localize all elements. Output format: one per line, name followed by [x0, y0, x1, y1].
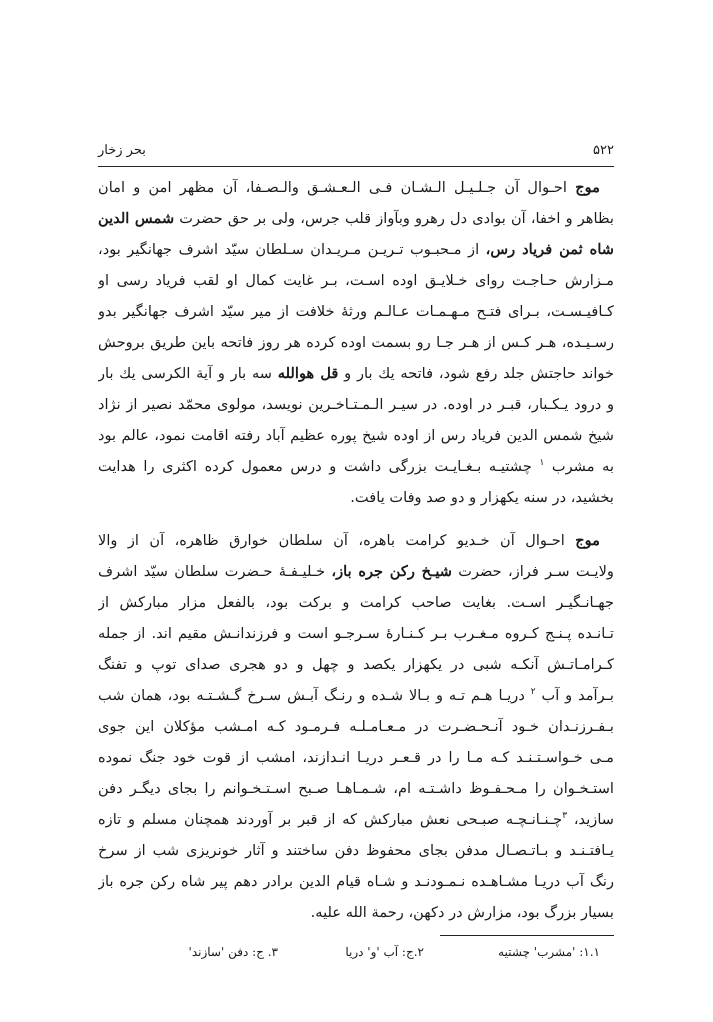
bold-term: قل هوالله: [277, 365, 339, 382]
text-run: مـزارش حـاجـت روای خـلایـق اوده اسـت، بـر غایت کمال او لقب فریاد رسی او: [98, 272, 614, 289]
text-line: [98, 203, 614, 234]
page-number: ۵۲۲: [593, 143, 614, 158]
text-line: [98, 234, 614, 265]
footnote-2: ٢.ج: آب 'و' دریا: [345, 945, 424, 959]
text-run: و درود یـکـبار، قبـر در اوده. در سیـر الـمـتـاخـرین نویسد، مولوی محمّد نصیر از نژاد: [98, 396, 614, 413]
text-run: چـنـانـچـه صبـحی نعش مبارکش که از قبر بر آوردند همچنان مسلم و تازه: [98, 811, 563, 828]
footnote-marker: ٢: [530, 687, 536, 698]
header-rule: [98, 166, 614, 167]
bold-term: موج: [575, 179, 600, 196]
text-run: استـخـوان را مـحـفـوظ داشـتـه ام، شـمـاهـا صـبح اسـتـخـوانم را بجای دیگـر دفن: [98, 780, 614, 797]
text-line: [98, 835, 614, 866]
text-run: دریـا هـم تـه و بـالا شـده و رنـگ آبـش سـرخ گـشـتـه بود، همان شب: [98, 687, 531, 704]
text-run: چشتیـه بـغـایـت بزرگی داشت و درس معمول کرده اکثری را هدایت: [98, 458, 540, 475]
footnote-3: ٣. ج: دفن 'سازند': [188, 945, 278, 959]
text-line: [98, 680, 614, 711]
text-line: [98, 866, 614, 897]
running-title: بحر زخار: [98, 143, 146, 158]
text-run: بسیار بزرگ بود، مزارش در دکهن، رحمة الله علیه.: [310, 904, 614, 921]
text-line: [98, 773, 614, 804]
text-run: ولایـت سـر فراز، حضرت: [451, 563, 614, 580]
footnotes: [98, 945, 614, 965]
text-run: بظاهر و اخفا، آن بوادی دل رهرو وبآواز قلب جرس، ولی بر حق حضرت: [174, 210, 614, 227]
footnote-marker: ١: [539, 458, 545, 469]
text-line: [98, 482, 614, 513]
text-line: [98, 265, 614, 296]
text-run: بخشید، در سنه یکهزار و دو صد وفات یافت.: [350, 489, 614, 506]
text-line: [98, 618, 614, 649]
bold-term: شمس الدین: [98, 210, 175, 227]
text-run: رسـیـده، هـر کـس از هـر جـا رو بسمت اوده کرده هر روز فاتحه باین طریق بروحش: [98, 334, 614, 351]
text-line: [98, 556, 614, 587]
paragraph: [98, 172, 614, 513]
text-run: رنگ آب دریـا مشـاهـده نـمـودنـد و شـاه قیام الدین برادر دهم پیر شاه رکن جره باز: [98, 873, 614, 890]
text-run: یـافتـنـد و بـاتـصـال مدفن بجای محفوظ دفن ساختند و آثار خونریزی شب از سرخ: [98, 842, 614, 859]
text-line: [98, 587, 614, 618]
bold-term: شاه ثمن فریاد رس،: [485, 241, 614, 258]
text-run: کـافیـسـت، بـرای فتـح مـهـمـات عـالـم ورثهٔ خلافت از میر سیّد اشرف جهانگیر بدو: [98, 303, 614, 320]
footnote-marker: ٣: [562, 811, 568, 822]
text-run: بـرآمد و آب: [535, 687, 614, 704]
text-run: خواند حاجتش جلد رفع شود، فاتحه یك بار و: [338, 365, 614, 382]
text-line: [98, 897, 614, 928]
text-line: [98, 327, 614, 358]
footnote-rule: [440, 935, 614, 936]
page-header: [98, 143, 614, 165]
footnote-1: ١.١: 'مشرب' چشتیه: [498, 945, 600, 959]
text-run: جهـانـگیـر اسـت. بغایت صاحب کرامت و برکت بود، بالفعل مزار مبارکش از: [98, 594, 614, 611]
body-text: [98, 172, 614, 928]
text-line: [98, 451, 614, 482]
text-run: کـرامـاتـش آنکـه شبی در یکهزار یکصد و چهل و دو هجری صدای توپ و تفنگ: [98, 656, 614, 673]
text-run: مـی خـواسـتـنـد کـه مـا را در قـعـر دریـا انـدازند، امشب از قوت خود جنگ نموده: [98, 749, 614, 766]
text-run: از مـحبـوب تـریـن مـریـدان سـلطان سیّد اشرف جهانگیر بود،: [98, 241, 486, 258]
bold-term: موج: [575, 532, 600, 549]
text-run: احـوال آن خـدیو کرامت باهره، آن سلطان خوارق ظاهره، آن از والا: [98, 532, 576, 549]
text-line: [98, 358, 614, 389]
text-run: شیخ شمس الدین فریاد رس از اوده شیخ پوره عظیم آباد رفته اقامت نمود، عالم بود: [98, 427, 614, 444]
text-line: [98, 525, 614, 556]
text-line: [98, 389, 614, 420]
text-run: احـوال آن جـلـیـل الـشـان فـی الـعـشـق والـصـفا، آن مظهر امن و امان: [98, 179, 576, 196]
text-line: [98, 742, 614, 773]
text-line: [98, 649, 614, 680]
text-run: تـانـده پـنـج کـروه مـغـرب بـر کـنـارهٔ سـرجـو است و فرزندانـش مقیم اند. از جمله: [98, 625, 614, 642]
text-run: خـلیـفـهٔ حـضرت سلطان سیّد اشرف: [98, 563, 332, 580]
text-run: بـفـرزنـدان خـود آنـحـضـرت در مـعـامـلـه فـرمـود کـه امـشب مؤکلان این جوی: [98, 718, 614, 735]
bold-term: شیـخ رکن جره باز،: [331, 563, 452, 580]
text-line: [98, 804, 614, 835]
text-line: [98, 172, 614, 203]
text-line: [98, 296, 614, 327]
text-line: [98, 420, 614, 451]
text-run: سه بار و آیة الکرسی یك بار: [98, 365, 278, 382]
text-run: سازید،: [567, 811, 614, 828]
text-run: به مشرب: [544, 458, 614, 475]
text-line: [98, 711, 614, 742]
paragraph: [98, 525, 614, 928]
